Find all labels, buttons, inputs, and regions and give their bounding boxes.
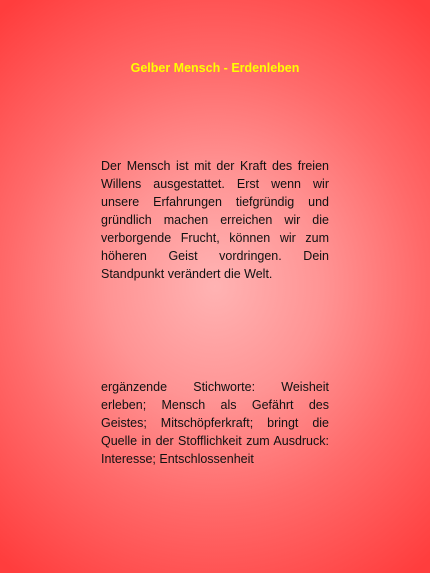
main-paragraph: Der Mensch ist mit der Kraft des freien Willens ausgestattet. Erst wenn wir unsere Erfahrungen tiefgründig und gründlich machen erreichen wir die verborgende Frucht, können wir zum höheren Geist vordringen. Dein Standpunkt verändert die Welt. (101, 159, 329, 281)
keywords-paragraph: ergänzende Stichworte: Weisheit erleben; Mensch als Gefährt des Geistes; Mitschöpferkraft; bringt die Quelle in der Stofflichkeit zum Ausdruck: Interesse; Entschlossenheit (101, 380, 329, 466)
page-title: Gelber Mensch - Erdenleben (130, 61, 300, 75)
